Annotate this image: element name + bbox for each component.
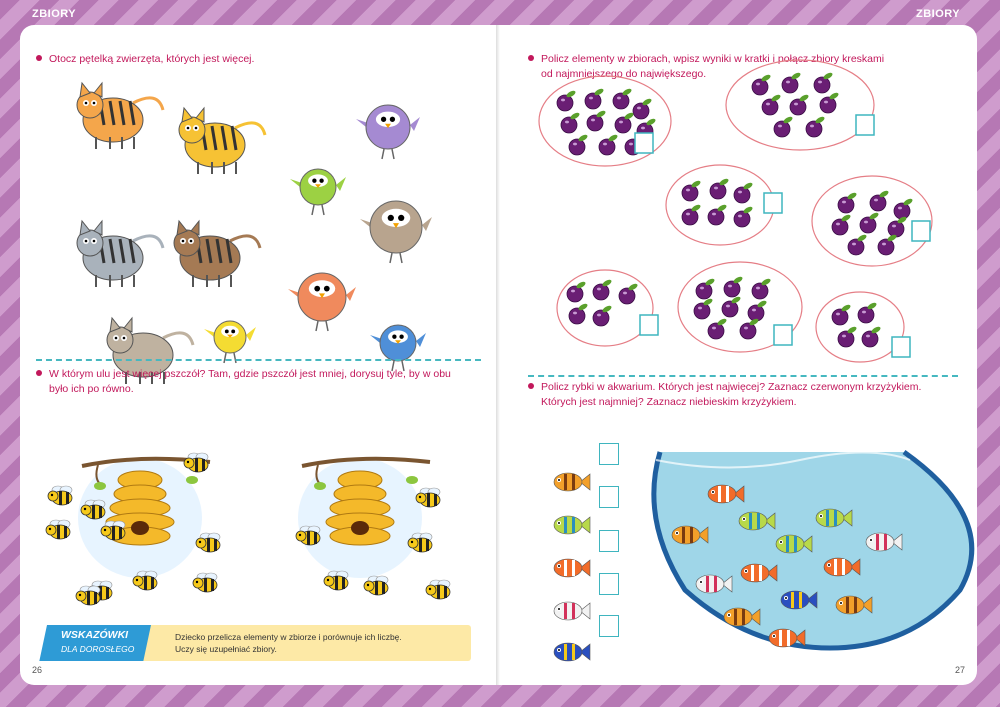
plum-icon [894, 197, 914, 219]
plum-icon [724, 275, 744, 297]
plum-icon [585, 87, 605, 109]
cat-icon [77, 83, 163, 149]
bird-icon [356, 105, 420, 159]
plum-set [557, 270, 658, 346]
plum-icon [870, 189, 890, 211]
cat-icon [77, 221, 163, 287]
plum-icon [599, 133, 619, 155]
plum-icon [587, 109, 607, 131]
plum-icon [774, 115, 794, 137]
plum-icon [682, 179, 702, 201]
task-text: W którym ulu jest więcej pszczół? Tam, gdzie pszczół jest mniej, dorysuj tyle, by w obu [49, 368, 451, 380]
page-number: 26 [32, 665, 43, 675]
plum-icon [888, 215, 908, 237]
plum-icon [762, 93, 782, 115]
beehive-icon [298, 458, 430, 578]
tip-line: Dziecko przelicza elementy w zbiorze i porównuje ich liczbę. [175, 632, 402, 642]
plum-icon [710, 177, 730, 199]
divider [528, 375, 958, 377]
divider [36, 359, 481, 361]
plum-icon [878, 233, 898, 255]
plum-icon [790, 93, 810, 115]
plum-icon [569, 133, 589, 155]
bee-icon [48, 486, 72, 505]
task-text: było ich po równo. [49, 383, 134, 395]
bird-icon [290, 169, 346, 215]
plum-icon [782, 71, 802, 93]
plum-icon [838, 191, 858, 213]
bird-icon [370, 325, 426, 371]
tip-text [175, 631, 402, 655]
tip-subtitle: DLA DOROSŁEGO [61, 644, 135, 654]
plum-icon [752, 277, 772, 299]
plum-icon [633, 97, 653, 119]
task-bees [36, 367, 451, 397]
fish-icon [554, 643, 590, 661]
answer-box[interactable] [599, 486, 619, 508]
plum-icon [752, 73, 772, 95]
beehives-illustration [20, 420, 496, 620]
bee-icon [76, 586, 100, 605]
plum-icon [708, 317, 728, 339]
plum-icon [696, 277, 716, 299]
bullet-icon [36, 370, 42, 376]
plum-icon [613, 87, 633, 109]
bullet-icon [528, 55, 534, 61]
plum-set [812, 176, 932, 266]
plum-icon [862, 325, 882, 347]
aquarium-illustration [500, 420, 977, 660]
plum-set [539, 76, 671, 166]
task-text: Policz rybki w akwarium. Których jest najwięcej? Zaznacz czerwonym krzyżykiem. [541, 381, 922, 393]
bee-icon [364, 576, 388, 595]
plum-icon [569, 302, 589, 324]
plum-icon [708, 203, 728, 225]
plum-icon [734, 205, 754, 227]
plum-icon [567, 280, 587, 302]
bee-icon [196, 533, 220, 552]
plum-set [816, 292, 910, 362]
plum-sets-illustration [500, 75, 977, 355]
plum-icon [860, 211, 880, 233]
plum-icon [838, 325, 858, 347]
task-text: Otocz pętelką zwierzęta, których jest więcej. [49, 53, 255, 65]
bee-icon [46, 520, 70, 539]
task-text: od najmniejszego do największego. [541, 68, 707, 80]
bee-icon [426, 580, 450, 599]
fishbowl-icon [654, 452, 972, 648]
plum-set [726, 60, 874, 150]
plum-icon [722, 295, 742, 317]
tip-line: Uczy się uzupełniać zbiory. [175, 644, 277, 654]
plum-icon [848, 233, 868, 255]
bullet-icon [36, 55, 42, 61]
left-page [20, 25, 496, 685]
task-text: Policz elementy w zbiorach, wpisz wyniki w kratki i połącz zbiory kreskami [541, 53, 885, 65]
tip-box [47, 625, 471, 661]
bird-icon [204, 321, 256, 363]
bee-icon [324, 571, 348, 590]
plum-icon [557, 89, 577, 111]
plum-icon [615, 111, 635, 133]
tip-title: WSKAZÓWKI [61, 629, 129, 641]
header-label-right: ZBIORY [916, 8, 961, 20]
answer-box[interactable] [599, 530, 619, 552]
right-page [500, 25, 977, 685]
plum-icon [593, 304, 613, 326]
plum-icon [748, 299, 768, 321]
answer-box[interactable] [599, 443, 619, 465]
plum-set [666, 165, 782, 245]
plum-icon [682, 203, 702, 225]
cat-icon [179, 108, 265, 174]
bee-icon [184, 453, 208, 472]
plum-icon [814, 71, 834, 93]
plum-icon [561, 111, 581, 133]
plum-icon [820, 91, 840, 113]
bullet-icon [528, 383, 534, 389]
header-label-left: ZBIORY [32, 8, 77, 20]
plum-icon [858, 301, 878, 323]
fish-icon [554, 473, 590, 491]
plum-set [678, 262, 802, 352]
plum-icon [593, 278, 613, 300]
task-text: Których jest najmniej? Zaznacz niebieskim krzyżykiem. [541, 396, 797, 408]
fish-icon [554, 602, 590, 620]
task-count-fish [528, 380, 921, 410]
bird-icon [360, 201, 432, 263]
bee-icon [193, 573, 217, 592]
bird-icon [288, 273, 356, 331]
plum-icon [832, 213, 852, 235]
plum-icon [619, 282, 639, 304]
animals-illustration [20, 65, 496, 365]
answer-box[interactable] [599, 573, 619, 595]
cat-icon [174, 221, 260, 287]
plum-icon [734, 181, 754, 203]
page-number: 27 [954, 665, 965, 675]
fish-icon [554, 516, 590, 534]
plum-icon [694, 297, 714, 319]
plum-icon [832, 303, 852, 325]
answer-box[interactable] [599, 615, 619, 637]
plum-icon [740, 317, 760, 339]
fish-icon [554, 559, 590, 577]
plum-icon [806, 115, 826, 137]
